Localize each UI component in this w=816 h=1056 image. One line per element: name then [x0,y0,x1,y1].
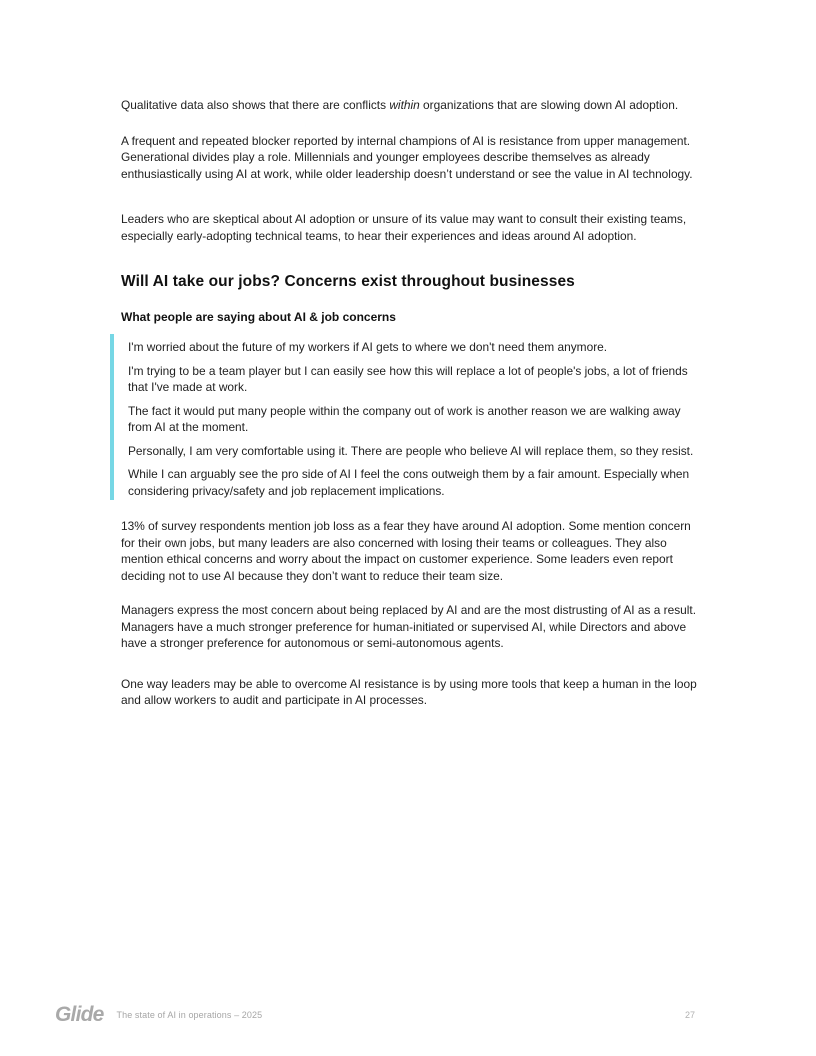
paragraph-leaders-skeptical: Leaders who are skeptical about AI adoption or unsure of its value may want to consult their existing teams, especially early-adopting technical teams, to hear their experiences and ideas around AI adoption. [121,212,687,243]
paragraph-overcome-resistance: One way leaders may be able to overcome AI resistance is by using more tools that keep a human in the loop and allow workers to audit and participate in AI processes. [121,676,697,707]
quote-item: I'm worried about the future of my workers if AI gets to where we don't need them anymore. [128,340,608,354]
quote-item: While I can arguably see the pro side of AI I feel the cons outweigh them by a fair amount. Especially when considering privacy/safety and job replacement implications. [128,467,690,498]
quote-block [110,334,701,500]
report-title: The state of AI in operations – 2025 [116,1010,263,1020]
footer-left [55,1003,262,1027]
italic-word-within: within [389,98,420,112]
section-heading: Will AI take our jobs? Concerns exist throughout businesses [121,273,575,290]
quote-item: The fact it would put many people within the company out of work is another reason we are walking away from AI at the moment. [128,403,681,434]
page-content [121,0,701,709]
paragraph-qualitative-data [121,97,701,114]
glide-logo: Glide [55,1003,104,1026]
paragraph-blocker: A frequent and repeated blocker reported by internal champions of AI is resistance from upper management. Generational divides play a role. Millennials and younger employees describe themselves as already enthusiastically using AI at work, while older leadership doesn’t understand or see the value in AI technology. [121,133,693,181]
quote-item: Personally, I am very comfortable using it. There are people who believe AI will replace them, so they resist. [128,443,694,458]
paragraph-text: organizations that are slowing down AI adoption. [419,98,679,112]
page-footer [55,1003,697,1027]
quote-item: I'm trying to be a team player but I can easily see how this will replace a lot of people's jobs, a lot of friends that I've made at work. [128,363,688,394]
quote-block-heading: What people are saying about AI & job concerns [121,310,396,324]
paragraph-text: Qualitative data also shows that there are conflicts [121,98,390,112]
page-number: 27 [684,1010,695,1020]
paragraph-survey-13-percent: 13% of survey respondents mention job loss as a fear they have around AI adoption. Some mention concern for their own jobs, but many leaders are also concerned with losing their teams or colleagues. They also mention ethical concerns and worry about the impact on customer experience. Some leaders even report deciding not to use AI because they don’t want to reduce their team size. [121,519,691,583]
paragraph-managers-concern: Managers express the most concern about being replaced by AI and are the most distrusting of AI as a result. Managers have a much stronger preference for human-initiated or supervised AI, while Directors and above have a stronger preference for autonomous or semi-autonomous agents. [121,603,697,650]
